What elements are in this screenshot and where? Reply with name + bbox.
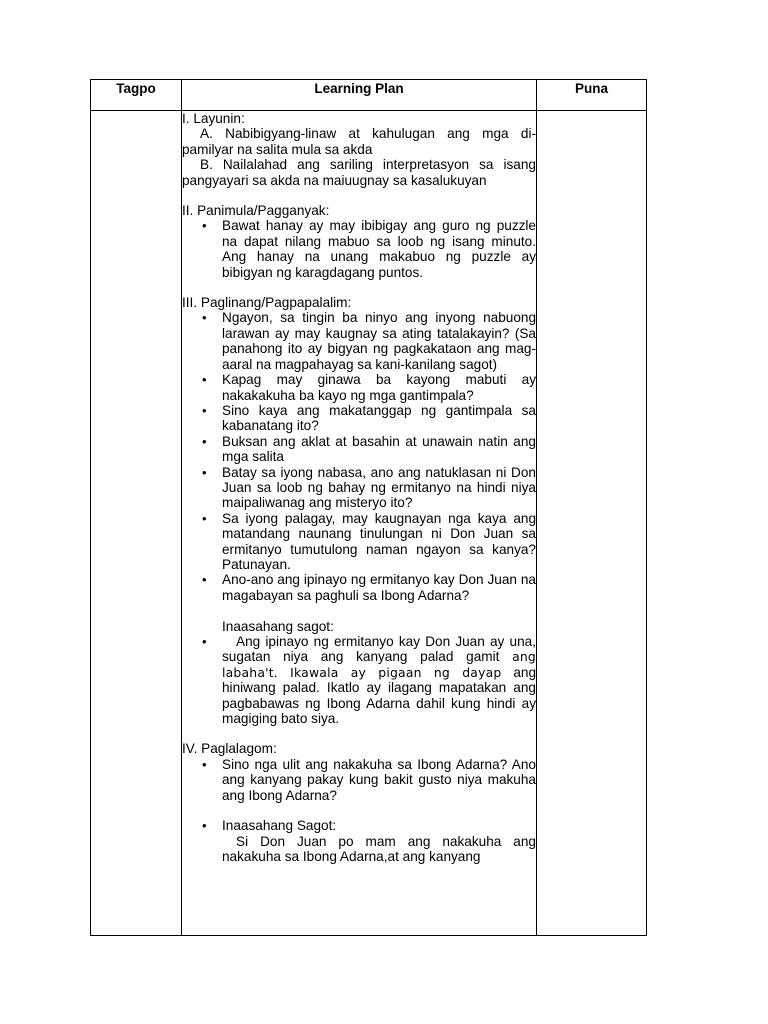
list-item: • Bawat hanay ay may ibibigay ang guro ng puzzle na dapat nilang mabuo sa loob ng isang minuto. Ang hanay na unang makabuo ng puzzle ay bibigyan ng karagdagang puntos. [182, 218, 536, 280]
expected-answer-part1: Ang ipinayo ng ermitanyo kay Don Juan ay una, sugatan niya ang kanyang palad gamit [222, 634, 536, 665]
expected-answer-text: Si Don Juan po mam ang nakakuha ang nakakuha sa Ibong Adarna,at ang kanyang [222, 833, 536, 865]
header-learning-plan: Learning Plan [182, 80, 537, 111]
section-title-layunin: I. Layunin: [182, 111, 245, 126]
paglinang-list [182, 310, 536, 726]
list-item: • Ano-ano ang ipinayo ng ermitanyo kay Don Juan na magabayan sa paghuli sa Ibong Adarna? [182, 572, 536, 603]
paglalagom-list [182, 757, 536, 865]
learning-plan-table [90, 79, 647, 936]
objective-a: A. Nabibigyang-linaw at kahulugan ang mga di-pamilyar na salita mula sa akda [182, 126, 536, 157]
expected-answer-part3: ang hiniwang palad. Ikatlo ay ilagang mapatakan ang pagbabawas ng Ibong Adarna dahil kung hindi ay magiging bato siya. [222, 664, 536, 727]
expected-answer-label: • Inaasahang Sagot: [182, 818, 536, 833]
section-title-paglalagom: IV. Paglalagom: [182, 741, 277, 757]
expected-answer-label: Inaasahang sagot: [222, 618, 334, 634]
header-puna: Puna [537, 80, 647, 111]
expected-answer [182, 834, 536, 865]
puna-cell [537, 111, 647, 936]
section-title-paglinang: III. Paglinang/Pagpapalalim: [182, 295, 352, 311]
expected-answer [182, 634, 536, 726]
list-item: • Kapag may ginawa ba kayong mabuti ay nakakakuha ba kayo ng mga gantimpala? [182, 372, 536, 403]
list-item: • Ngayon, sa tingin ba ninyo ang inyong nabuong larawan ay may kaugnay sa ating tatalakayin? (Sa panahong ito ay bigyan ng pagkakataon ang mag-aaral na magpahayag sa kani-kanilang sagot) [182, 310, 536, 372]
objective-b: B. Nailalahad ang sariling interpretasyon sa isang pangyayari sa akda na maiuugnay sa kasalukuyan [182, 157, 536, 188]
tagpo-cell [91, 111, 182, 936]
learning-plan-cell [182, 111, 537, 936]
panimula-list [182, 218, 536, 280]
header-tagpo: Tagpo [91, 80, 182, 111]
list-item-spacer [182, 803, 536, 818]
table-header-row [91, 80, 647, 111]
list-item: • Buksan ang aklat at basahin at unawain natin ang mga salita [182, 434, 536, 465]
expected-answer-part2: ang labaha't. Ikawala ay pigaan ng dayap [222, 649, 536, 680]
list-item: • Sa iyong palagay, may kaugnayan nga kaya ang matandang naunang tinulungan ni Don Juan sa ermitanyo tumutulong naman ngayon sa kanya? Patunayan. [182, 511, 536, 573]
section-title-panimula: II. Panimula/Pagganyak: [182, 203, 330, 219]
list-item-spacer [182, 603, 536, 618]
list-item: • Sino nga ulit ang nakakuha sa Ibong Adarna? Ano ang kanyang pakay kung bakit gusto niya makuha ang Ibong Adarna? [182, 757, 536, 803]
list-item: • Batay sa iyong nabasa, ano ang natuklasan ni Don Juan sa loob ng bahay ng ermitanyo na hindi niya maipaliwanag ang misteryo ito? [182, 465, 536, 511]
list-item: • Sino kaya ang makatanggap ng gantimpala sa kabanatang ito? [182, 403, 536, 434]
table-row [91, 111, 647, 936]
